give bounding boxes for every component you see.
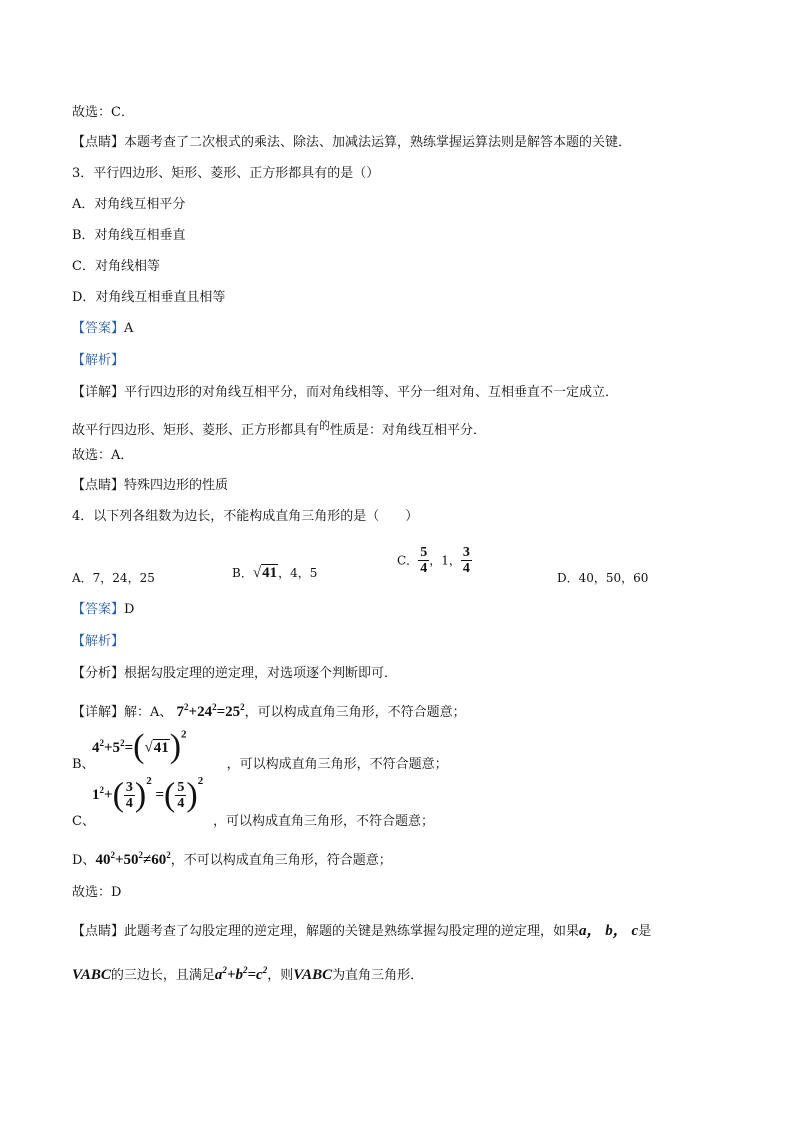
tag-detail: 【详解】 [72, 385, 125, 400]
tag-detail: 【详解】 [72, 705, 125, 720]
denominator: 4 [462, 561, 470, 576]
numerator: 3 [462, 545, 470, 560]
point-4-line2 [72, 966, 423, 985]
equation-c-formula: $1^2+$( $\frac{3}{4}$ )$^2$ =( $\frac{5}{4}$ )$^2$ [92, 775, 204, 814]
detail-4-b [72, 756, 448, 774]
detail-3-line3: 故选：A． [72, 448, 134, 463]
radicand: 41 [262, 565, 278, 581]
text: ，则 [267, 968, 294, 983]
question-3: 3．平行四边形、矩形、菱形、正方形都具有的是（） [72, 166, 380, 181]
fraction-3-4 [461, 545, 472, 576]
question-4: 4．以下列各组数为边长，不能构成直角三角形的是（ ） [72, 509, 419, 524]
tag-answer: 【答案】 [72, 321, 125, 336]
denominator: 4 [420, 561, 428, 576]
sqrt-41: √41 [252, 565, 278, 581]
fraction-5-4 [418, 545, 429, 576]
text: ，可以构成直角三角形，不符合题意； [244, 705, 466, 720]
option-3a: A．对角线互相平分 [72, 197, 186, 212]
text-small: 的 [319, 419, 331, 432]
option-4d: D．40，50，60 [557, 571, 649, 585]
line-l1: 故选：C． [72, 105, 134, 120]
analysis-4: 【解析】 [72, 634, 125, 649]
detail-4-c [72, 813, 434, 831]
detail-4-d [72, 851, 392, 870]
option-3b: B．对角线互相垂直 [72, 228, 186, 243]
analysis-4-text [72, 665, 397, 683]
label: C． [397, 553, 419, 568]
text: D、 [72, 853, 96, 868]
text: ，4，5 [278, 566, 318, 580]
text: ，1， [429, 553, 461, 568]
numerator: 5 [420, 545, 428, 560]
triangle-abc: VABC [293, 967, 333, 983]
equation-a: $7^2+24^2=25^2$ [176, 702, 245, 720]
text: 根据勾股定理的逆定理，对选项逐个判断即可． [124, 666, 398, 681]
option-4c [397, 545, 472, 576]
line-l2 [72, 134, 631, 152]
option-4a: A．7，24，25 [72, 571, 155, 585]
analysis-3: 【解析】 [72, 353, 125, 368]
text: ，可以构成直角三角形，不符合题意； [226, 757, 448, 772]
answer-3 [72, 320, 133, 338]
tag-fenxi: 【分析】 [72, 666, 125, 681]
point-4 [72, 922, 651, 941]
option-4b [232, 564, 317, 582]
tag-dianjing: 【点睛】 [72, 924, 125, 939]
text: C、 [72, 814, 95, 829]
text: 特殊四边形的性质 [124, 478, 229, 493]
detail-4-a [72, 703, 466, 722]
tag-dianjing: 【点睛】 [72, 478, 125, 493]
text: 是 [638, 924, 652, 939]
text: 性质是：对角线互相平分． [330, 423, 487, 438]
text: 的三边长，且满足 [110, 968, 215, 983]
text: ，可以构成直角三角形，不符合题意； [212, 814, 434, 829]
text: 故平行四边形、矩形、菱形、正方形都具有 [72, 423, 320, 438]
triangle-abc: VABC [72, 967, 111, 983]
text: 解：A、 [124, 705, 173, 720]
option-3c: C．对角线相等 [72, 259, 160, 274]
variables-abc: a， b， c [579, 923, 639, 939]
detail-3 [72, 384, 618, 402]
equation-d: $40^2+50^2\ne 60^2$ [95, 850, 171, 868]
answer-value: A [124, 321, 134, 336]
text: ，不可以构成直角三角形，符合题意； [170, 853, 392, 868]
option-3d: D．对角线互相垂直且相等 [72, 290, 226, 305]
answer-4 [72, 601, 134, 619]
point-3 [72, 477, 228, 495]
text: 本题考查了二次根式的乘法、除法、加减法运算，熟练掌握运算法则是解答本题的关键． [124, 135, 632, 150]
text: 为直角三角形． [332, 968, 424, 983]
tag-answer: 【答案】 [72, 602, 125, 617]
text: B、 [72, 757, 95, 772]
text: 平行四边形的对角线互相平分，而对角线相等、平分一组对角、互相垂直不一定成立． [124, 385, 619, 400]
tag-dianjing: 【点睛】 [72, 135, 125, 150]
label: B． [232, 566, 253, 580]
equation-b-formula: $4^2+5^2=(√41)^2$ [92, 728, 187, 765]
text: 此题考查了勾股定理的逆定理，解题的关键是熟练掌握勾股定理的逆定理，如果 [124, 924, 580, 939]
detail-4-end: 故选：D [72, 885, 122, 900]
detail-3-line2 [72, 417, 486, 440]
equation-pythagoras: $a^2+b^2=c^2$ [214, 965, 268, 983]
answer-value: D [124, 602, 135, 617]
